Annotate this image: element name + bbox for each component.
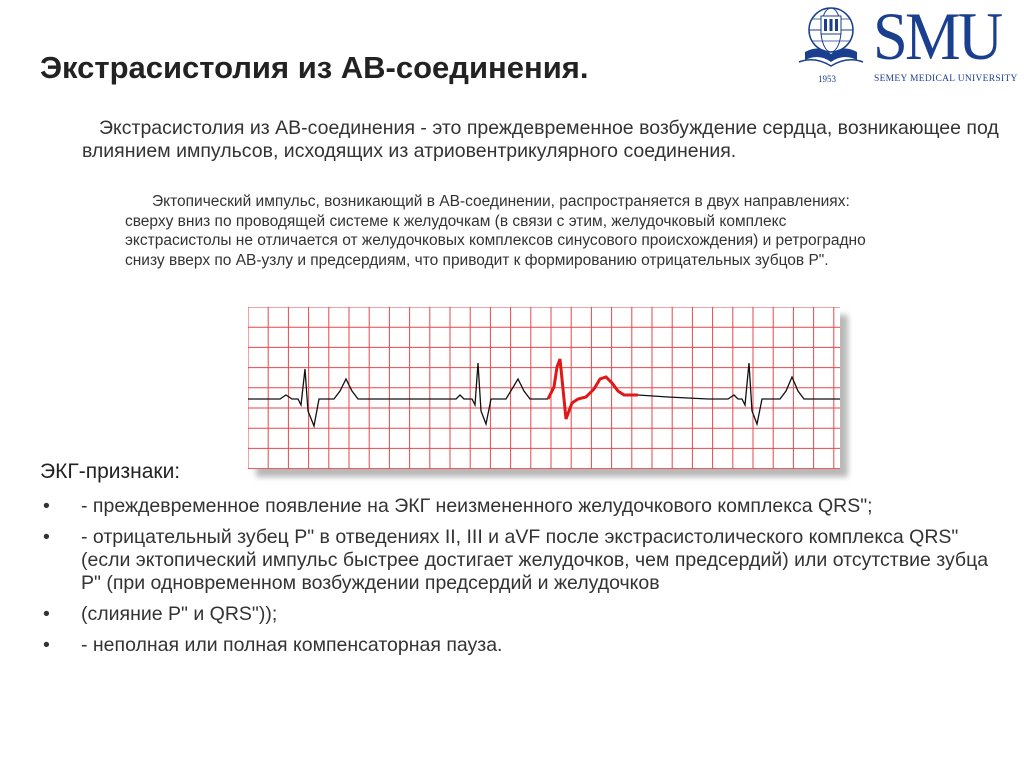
list-item xyxy=(40,634,1000,657)
university-logo xyxy=(795,0,1024,92)
ecg-strip-figure xyxy=(248,307,840,469)
ecg-signs-list xyxy=(40,495,1000,665)
list-item-text: - неполная или полная компенсаторная пауза. xyxy=(81,634,503,656)
list-item-text: - отрицательный зубец Р" в отведениях II, III и aVF после экстрасистолического комплекса QRS" (если эктопический импульс быстрее достигает желудочков, чем предсердий) или отсутствие зубца Р" (при одновременном возбуждении предсердий и желудочков xyxy=(81,526,989,594)
list-item xyxy=(40,603,1000,626)
list-item xyxy=(40,495,1000,518)
bullet-icon: • xyxy=(43,634,50,656)
bullet-icon: • xyxy=(43,603,50,625)
logo-year: 1953 xyxy=(818,74,836,84)
logo-wordmark: SMU xyxy=(873,0,1001,74)
bullet-icon: • xyxy=(43,526,50,548)
bullet-icon: • xyxy=(43,495,50,517)
ecg-strip xyxy=(248,307,848,477)
list-item xyxy=(40,526,1000,595)
list-item-text: - преждевременное появление на ЭКГ неизмененного желудочкового комплекса QRS"; xyxy=(81,495,873,517)
mechanism-paragraph: Эктопический импульс, возникающий в АВ-соединении, распространяется в двух направлениях: сверху вниз по проводящей системе к желудочкам (в связи с этим, желудочковый комплекс экстрасистолы не отличается от желудочковых комплексов синусового происхождения) и ретроградно снизу вверх по АВ-узлу и предсердиям, что приводит к формированию отрицательных зубцов Р". xyxy=(125,193,866,269)
definition-paragraph: Экстрасистолия из АВ-соединения - это преждевременное возбуждение сердца, возникающее под влиянием импульсов, исходящих из атриовентрикулярного соединения. xyxy=(82,117,999,162)
slide-title: Экстрасистолия из АВ-соединения. xyxy=(40,50,589,85)
ecg-signs-heading: ЭКГ-признаки: xyxy=(40,460,181,483)
logo-subtitle: SEMEY MEDICAL UNIVERSITY xyxy=(874,74,1018,84)
list-item-text: (слияние Р" и QRS")); xyxy=(81,603,278,625)
globe-book-emblem-icon xyxy=(795,0,867,80)
